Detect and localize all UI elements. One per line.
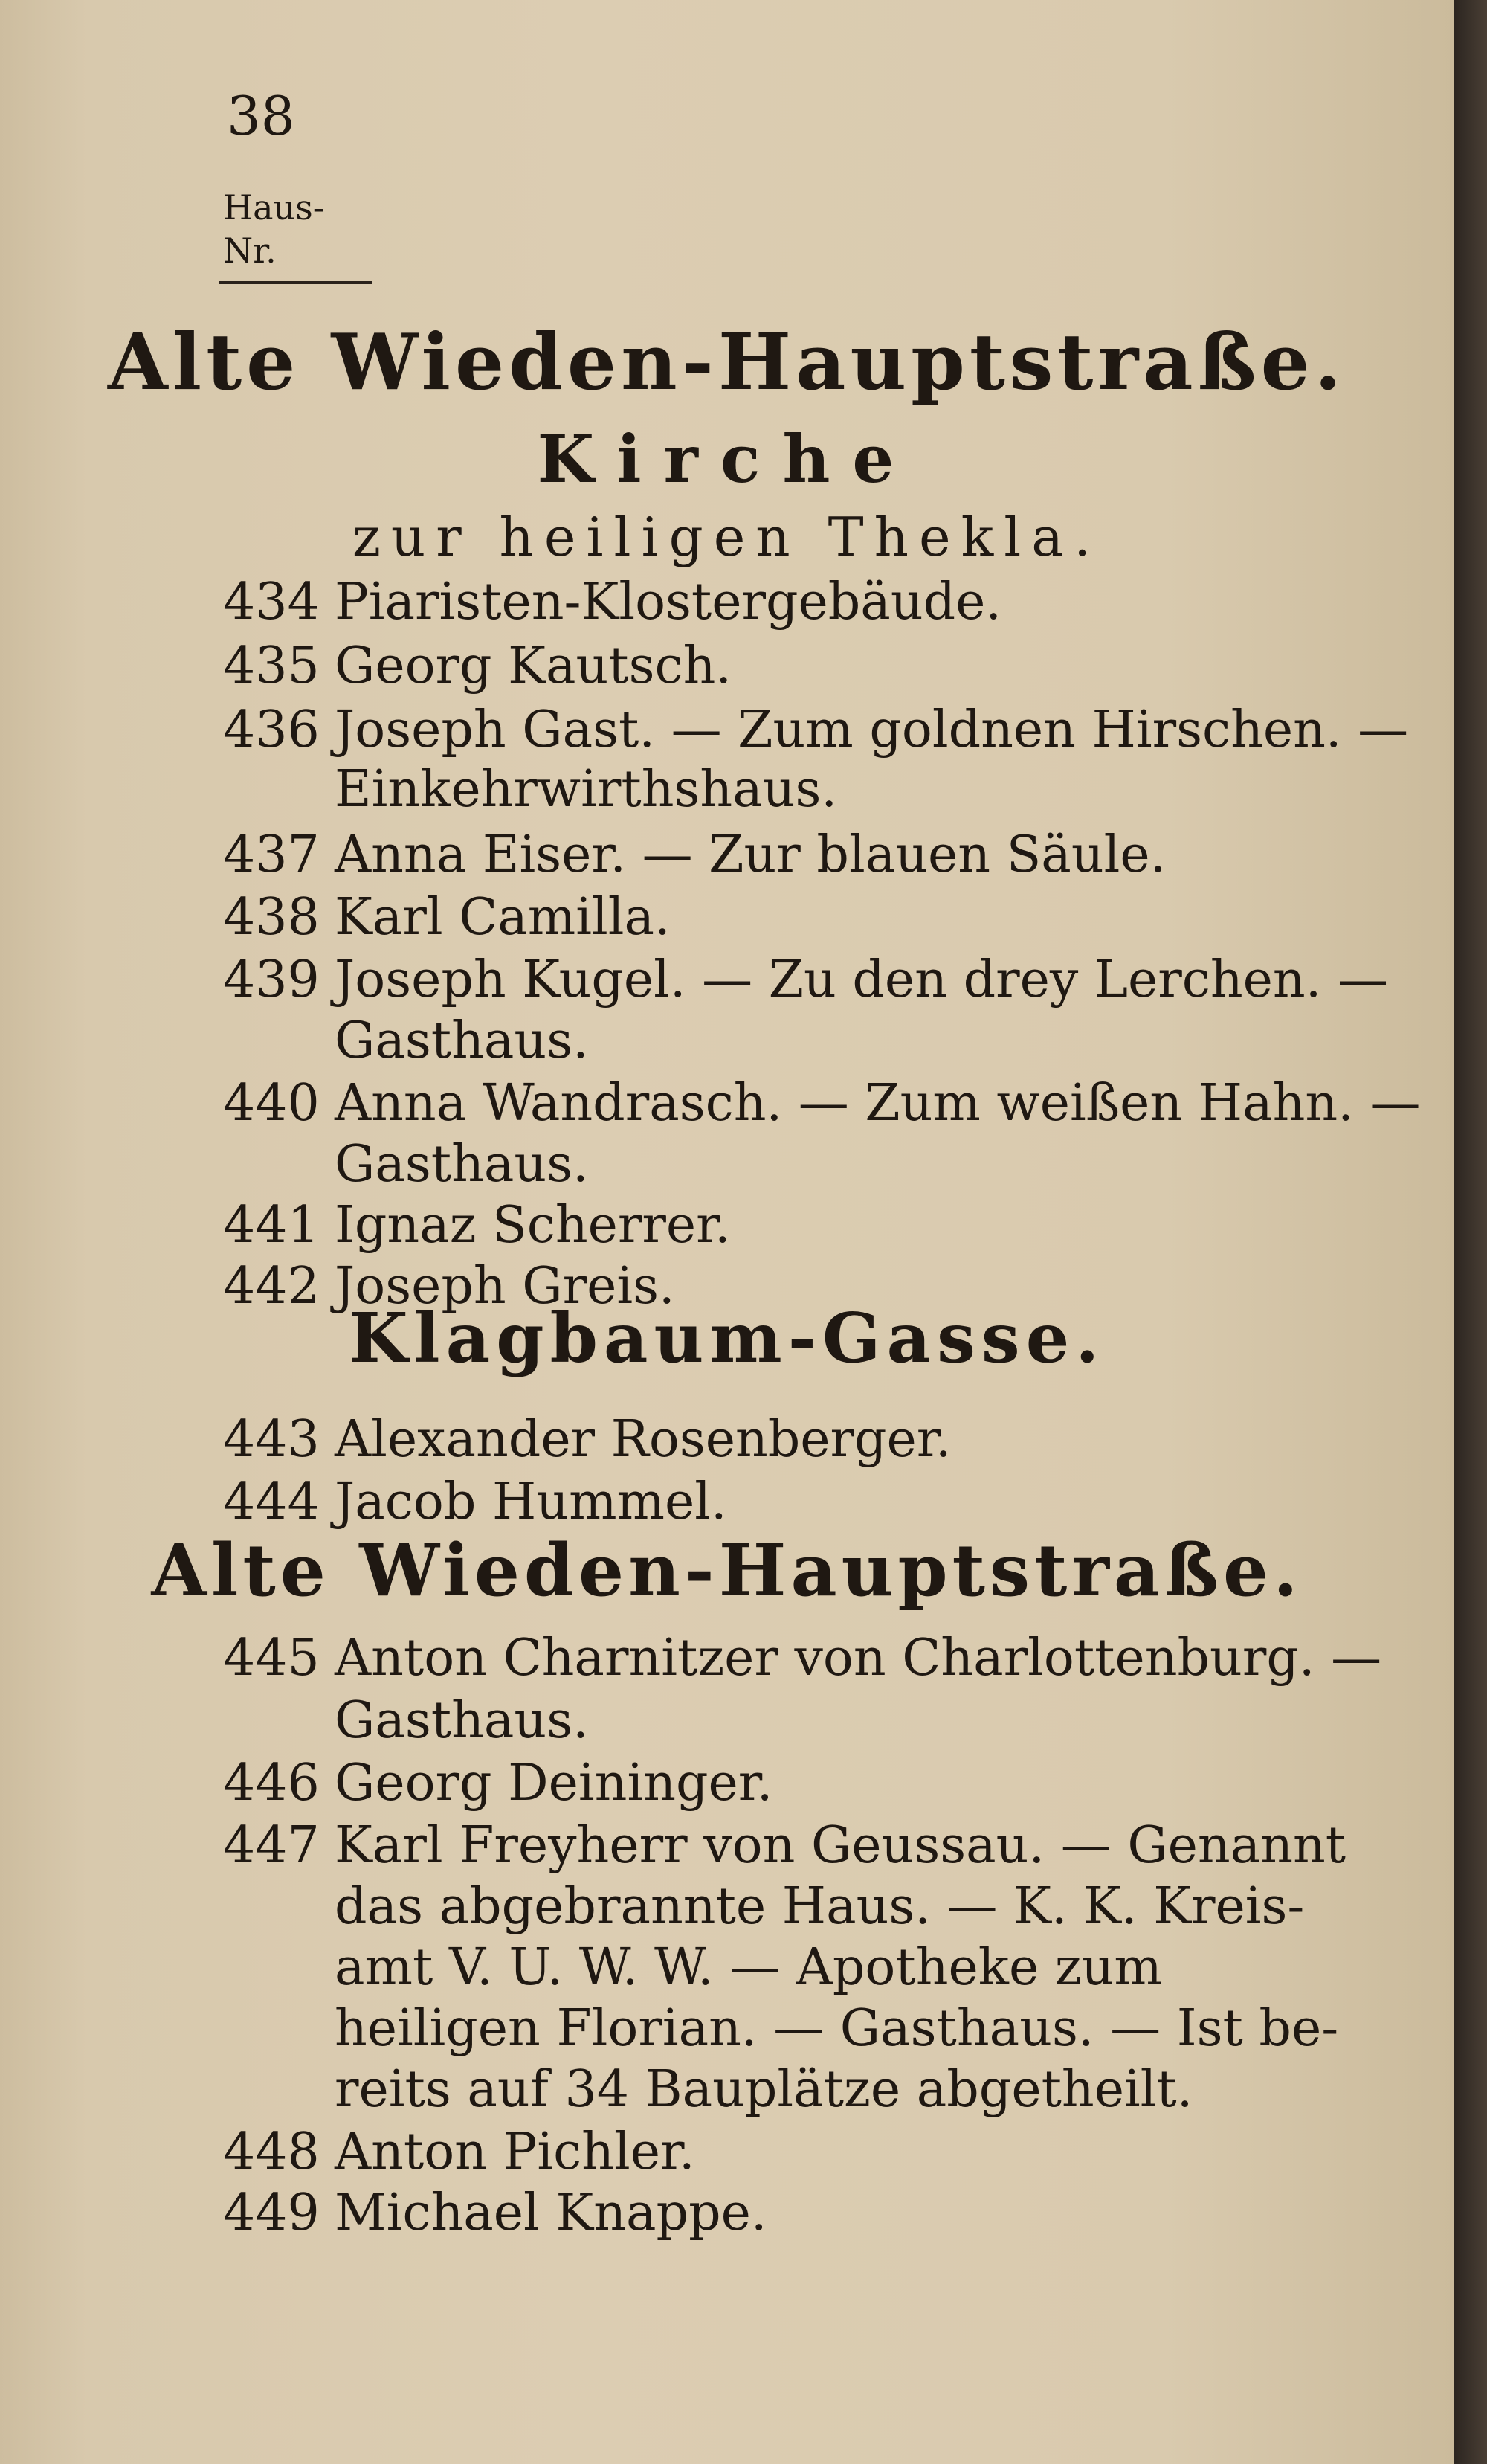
entry-text: Karl Camilla.	[335, 888, 671, 947]
list-item	[223, 1754, 773, 1812]
list-item	[223, 1074, 1421, 1133]
entry-text: Ignaz Scherrer.	[335, 1196, 731, 1255]
entry-text: Piaristen-Klostergebäude.	[335, 573, 1002, 631]
entry-continuation: reits auf 34 Bauplätze abgetheilt.	[335, 2060, 1193, 2119]
house-number: 436	[223, 701, 320, 759]
list-item	[223, 950, 1388, 1009]
column-header-line2: Nr.	[223, 231, 277, 271]
header-rule	[219, 281, 372, 284]
list-item	[223, 637, 732, 695]
church-subtitle: zur heiligen Thekla.	[352, 506, 1102, 568]
house-number: 447	[223, 1816, 320, 1875]
house-number: 434	[223, 573, 320, 631]
list-item	[223, 1629, 1382, 1688]
section-heading-gasse: Klagbaum-Gasse.	[348, 1298, 1106, 1378]
list-item	[223, 1816, 1346, 1875]
list-item	[223, 1473, 727, 1531]
house-number: 441	[223, 1196, 320, 1255]
entry-continuation: heiligen Florian. — Gasthaus. — Ist be-	[335, 1999, 1339, 2058]
list-item	[223, 573, 1002, 631]
entry-text: Karl Freyherr von Geussau. — Genannt	[335, 1816, 1346, 1875]
entry-text: Anna Wandrasch. — Zum weißen Hahn. —	[335, 1074, 1421, 1133]
house-number: 437	[223, 826, 320, 884]
list-item	[223, 888, 671, 947]
list-item	[223, 701, 1409, 759]
entry-continuation: amt V. U. W. W. — Apotheke zum	[335, 1938, 1162, 1997]
house-number: 439	[223, 950, 320, 1009]
entry-text: Joseph Kugel. — Zu den drey Lerchen. —	[335, 950, 1388, 1009]
list-item	[223, 2123, 695, 2181]
house-number: 440	[223, 1074, 320, 1133]
house-number: 435	[223, 637, 320, 695]
church-title: Kirche	[537, 420, 917, 498]
house-number: 443	[223, 1410, 320, 1469]
list-item	[223, 2184, 767, 2242]
entry-text: Georg Deininger.	[335, 1754, 773, 1812]
section-heading-street-2: Alte Wieden-Hauptstraße.	[151, 1528, 1303, 1612]
entry-continuation: das abgebrannte Haus. — K. K. Kreis-	[335, 1877, 1305, 1936]
page-number: 38	[227, 85, 295, 147]
entry-continuation: Einkehrwirthshaus.	[335, 760, 838, 819]
house-number: 449	[223, 2184, 320, 2242]
house-number: 442	[223, 1257, 320, 1316]
list-item	[223, 1196, 731, 1255]
entry-text: Anton Pichler.	[335, 2123, 695, 2181]
entry-text: Joseph Greis.	[335, 1257, 675, 1316]
entry-text: Anton Charnitzer von Charlottenburg. —	[335, 1629, 1382, 1688]
entry-text: Anna Eiser. — Zur blauen Säule.	[335, 826, 1167, 884]
book-edge	[1454, 0, 1487, 2464]
column-header	[223, 186, 372, 272]
section-heading-street: Alte Wieden-Hauptstraße.	[107, 316, 1346, 408]
house-number: 448	[223, 2123, 320, 2181]
entry-text: Joseph Gast. — Zum goldnen Hirschen. —	[335, 701, 1409, 759]
column-header-line1: Haus-	[223, 187, 325, 228]
entry-text: Jacob Hummel.	[335, 1473, 727, 1531]
entry-text: Alexander Rosenberger.	[335, 1410, 952, 1469]
house-number: 445	[223, 1629, 320, 1688]
entry-continuation: Gasthaus.	[335, 1691, 589, 1750]
list-item	[223, 1410, 952, 1469]
entry-continuation: Gasthaus.	[335, 1135, 589, 1194]
house-number: 446	[223, 1754, 320, 1812]
entry-text: Michael Knappe.	[335, 2184, 767, 2242]
entry-text: Georg Kautsch.	[335, 637, 732, 695]
entry-continuation: Gasthaus.	[335, 1011, 589, 1070]
list-item	[223, 826, 1167, 884]
house-number: 444	[223, 1473, 320, 1531]
house-number: 438	[223, 888, 320, 947]
